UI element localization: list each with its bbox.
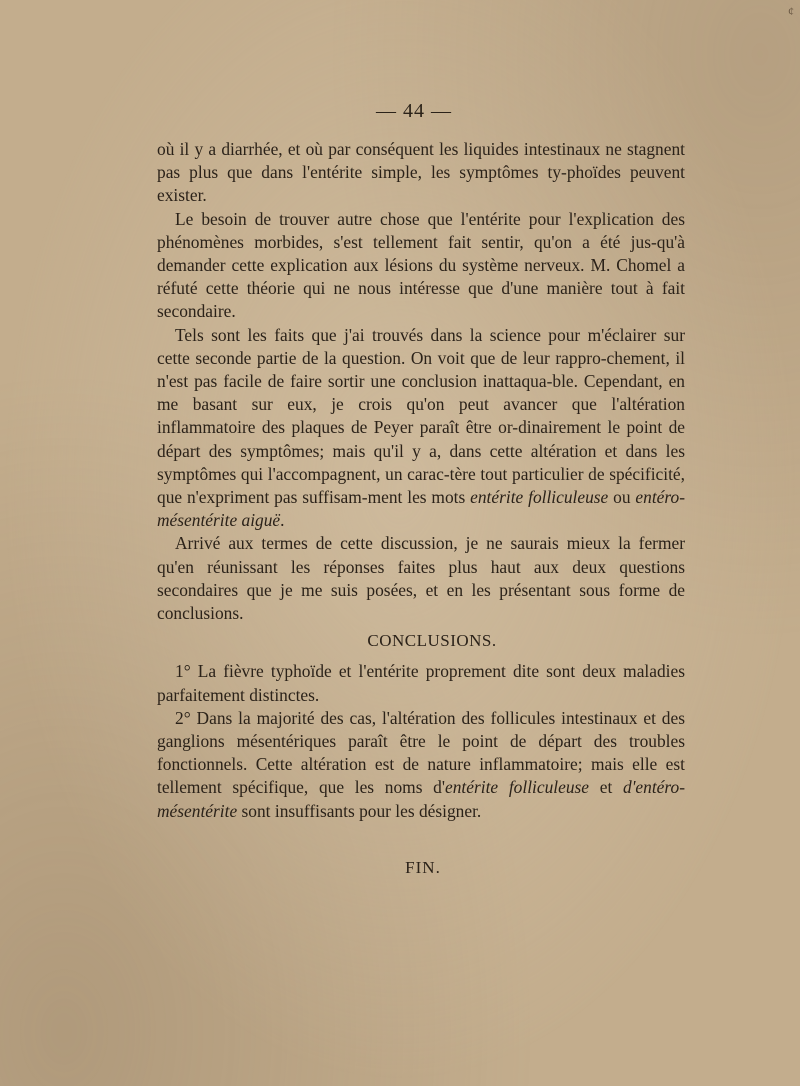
text-run: . [280,510,285,531]
end-marker: FIN. [405,858,441,877]
text-run: sont insuffisants pour les désigner. [237,800,482,821]
paragraph [157,138,685,208]
text-run: Tels sont les faits que j'ai trouvés dans la science pour m'éclairer sur cette seconde partie de la question. On voit que de leur rappro-chement, il n'est pas facile de faire sortir une conclusion inattaqua-ble. Cependant, en me basant sur eux, je crois qu'on peut avancer que l'altération inflammatoire des plaques de Peyer paraît être or-dinairement le point de départ des symptômes; mais qu'il y a, dans cette altération et dans les symptômes qui l'accompagnent, un carac-tère tout particulier de spécificité, que n'expriment pas suffisam-ment les mots [157,324,685,508]
paragraph [157,532,685,625]
page-number: — 44 — [376,100,452,122]
text-run: 2° Dans la majorité des cas, l'altération des follicules intestinaux et des ganglions mésentériques paraît être le point de départ des troubles fonctionnels. Cette altération est de nature inflammatoire; mais elle est tellement spécifique, que les noms d' [157,707,685,798]
text-run: ou [608,487,636,508]
text-run: et [589,777,623,798]
italic-term: d'entéro-mésentérite [157,777,685,821]
paragraph [157,324,685,533]
italic-term: entérite folliculeuse [470,487,609,508]
main-text [157,138,685,823]
text-run: Le besoin de trouver autre chose que l'entérite pour l'explication des phénomènes morbides, s'est tellement fait sentir, qu'on a été jus-qu'à demander cette explication aux lésions du système nerveux. M. Chomel a réfuté cette théorie qui ne nous intéresse que d'une manière tout à fait secondaire. [157,208,685,322]
text-run: Arrivé aux termes de cette discussion, je ne saurais mieux la fermer qu'en réunissant les réponses faites plus haut aux deux questions secondaires que je me suis posées, et en les présentant sous forme de conclusions. [157,533,685,624]
italic-term: entéro-mésentérite aiguë [157,487,685,531]
text-run: 1° La fièvre typhoïde et l'entérite proprement dite sont deux maladies parfaitement distinctes. [157,661,685,705]
conclusions-heading: CONCLUSIONS. [367,631,497,651]
conclusion-item [157,707,685,823]
italic-term: entérite folliculeuse [445,777,590,798]
paragraph [157,208,685,324]
corner-mark: ¢ [788,4,794,18]
conclusion-item [157,660,685,706]
text-run: où il y a diarrhée, et où par conséquent les liquides intestinaux ne stagnent pas plus que dans l'entérite simple, les symptômes ty-phoïdes peuvent exister. [157,139,685,206]
